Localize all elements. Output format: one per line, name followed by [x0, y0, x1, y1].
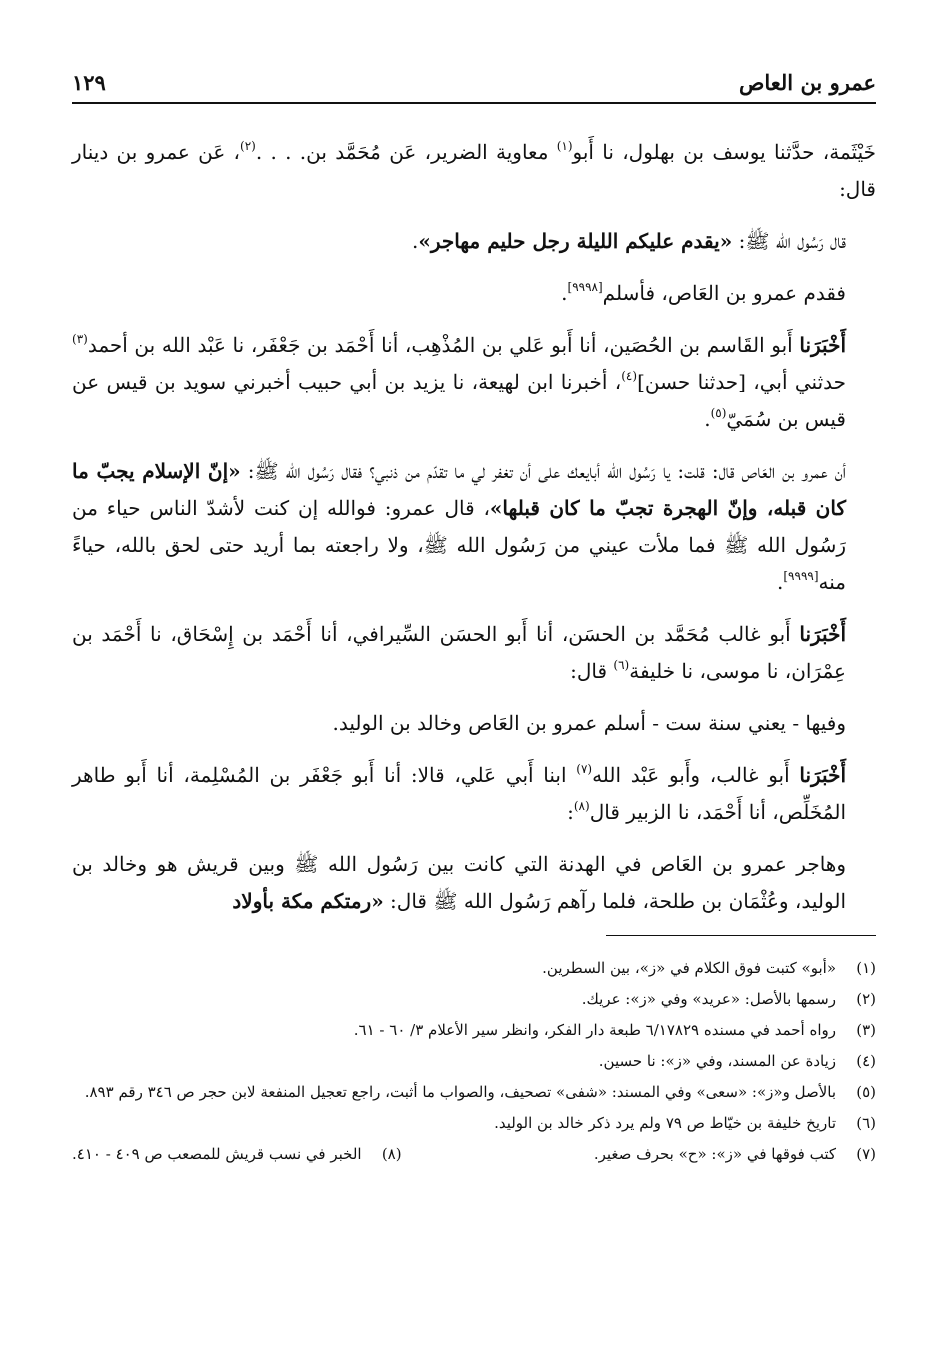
- footnote-ref-6: (٦): [613, 658, 630, 672]
- footnote-3: (٣) رواه أحمد في مسنده ٦/١٧٨٢٩ طبعة دار الفكر، وانظر سير الأعلام ٣/ ٦٠ - ٦١.: [353, 1021, 876, 1039]
- footnote-5: (٥) بالأصل و«ز»: «سعى» وفي المسند: «شفى» تصحيف، والصواب ما أثبت، راجع تعجيل المنفعة لابن حجر ص ٣٤٦ رقم ٨٩٣.: [84, 1083, 876, 1101]
- hadith-quote: «إنّ الإسلام يجبّ ما كان قبله، وإنّ الهجرة تجبّ ما كان قبلها»: [72, 459, 846, 520]
- footnote-1: (١) «أبو» كتبت فوق الكلام في «ز»، بين السطرين.: [542, 959, 876, 977]
- paragraph-3: فقدم عمرو بن العَاص، فأسلم[٩٩٩٨].: [561, 280, 846, 305]
- footnote-7: (٧) كتب فوقها في «ز»: «ح» بحرف صغير.: [593, 1145, 876, 1163]
- footnote-ref-3: (٣): [72, 332, 88, 346]
- book-page: [72, 62, 876, 1312]
- paragraph-7: وفيها - يعني سنة ست - أسلم عمرو بن العَاص وخالد بن الوليد.: [332, 711, 846, 735]
- paragraph-5: أن عمرو بن العَاص قال: قلت: يا رَسُول الله أبايعك على أن تغفر لي ما تقدّم من ذنبي؟ فقال رَسُول الله ﷺ: «إنّ الإسلام يجبّ ما كان قبله، وإنّ الهجرة تجبّ ما كان قبلها»، قال عمرو: فوالله إن كنت لأشدّ الناس حياء من رَسُول الله ﷺ فما ملأت عيني من رَسُول الله ﷺ، ولا راجعته بما أريد حتى لحق بالله، حياءً منه[٩٩٩٩].: [72, 459, 847, 594]
- footnote-ref-5: (٥): [710, 406, 727, 420]
- footnote-separator: [606, 935, 876, 936]
- paragraph-1: خَيْثَمة، حدَّثنا يوسف بن بهلول، نا أَبو$^{(١)}$ معاوية الضرير، عَن مُحَمَّد بن. . . .$^{(٢)}$، عَن عمرو بن دينار قال:: [72, 139, 876, 201]
- footnote-row-7-8: [72, 1140, 876, 1169]
- paragraph-2: قال رَسُول الله ﷺ: «يقدم عليكم الليلة رجل حليم مهاجر».: [411, 229, 846, 253]
- footnote-2: (٢) رسمها بالأصل: «عريد» وفي «ز»: عريك.: [581, 990, 876, 1008]
- isnad-lead: أَخْبَرَنا: [799, 763, 847, 787]
- footnote-ref-8: (٨): [573, 799, 590, 813]
- hadith-number: [٩٩٩٨]: [567, 280, 603, 294]
- footnote-4: (٤) زيادة عن المسند، وفي «ز»: نا حسين.: [598, 1052, 876, 1070]
- paragraph-6: أَخْبَرَنا أَبو غالب مُحَمَّد بن الحسَن، أنا أَبو الحسَن السِّيرافي، أنا أَحْمَد بن إِسْحَاق، نا أَحْمَد بن عِمْرَان، نا موسى، نا خليفة$^{(٦)}$ قال:: [72, 622, 846, 683]
- footnote-ref-2: (٢): [240, 139, 256, 153]
- main-text: [72, 134, 876, 920]
- hadith-number: [٩٩٩٩]: [783, 569, 819, 583]
- footnote-8: (٨) الخبر في نسب قريش للمصعب ص ٤٠٩ - ٤١٠.: [72, 1145, 402, 1163]
- paragraph-8: أَخْبَرَنا أَبو غالب، وأَبو عَبْد الله$^{(٧)}$ ابنا أَبي عَلي، قالا: أنا أَبو جَعْفَر بن المُسْلِمة، أنا أَبو طاهر المُخَلِّص، أنا أَحْمَد، نا الزبير قال$^{(٨)}$:: [72, 762, 847, 824]
- isnad-lead: أَخْبَرَنا: [799, 333, 846, 357]
- footnote-ref-1: (١): [556, 139, 573, 153]
- hadith-quote: «يقدم عليكم الليلة رجل حليم مهاجر»: [418, 229, 733, 253]
- footnotes: [72, 954, 876, 1169]
- paragraph-4: أَخْبَرَنا أَبو القَاسم بن الحُصَين، أنا أَبو عَلي بن المُذْهِب، أنا أَحْمَد بن جَعْفَر، نا عَبْد الله بن أحمد$^{(٣)}$ حدثني أبي، [حدثنا حسن]$^{(٤)}$، أخبرنا ابن لهيعة، نا يزيد بن أبي حبيب أخبرني سويد بن قيس عن قيس بن سُمَيّ$^{(٥)}$.: [72, 332, 847, 431]
- hadith-quote: «رمتكم مكة بأولاد: [232, 889, 384, 913]
- chapter-title: عمرو بن العاص: [738, 70, 876, 95]
- isnad-lead: أَخْبَرَنا: [799, 622, 846, 646]
- page-number: ١٢٩: [72, 70, 106, 95]
- footnote-6: (٦) تاريخ خليفة بن خيّاط ص ٧٩ ولم يرد ذكر خالد بن الوليد.: [494, 1114, 876, 1132]
- footnote-ref-7: (٧): [576, 762, 593, 776]
- paragraph-9: وهاجر عمرو بن العَاص في الهدنة التي كانت بين رَسُول الله ﷺ وبين قريش هو وخالد بن الوليد، وعُثْمَان بن طلحة، فلما رآهم رَسُول الله ﷺ قال: «رمتكم مكة بأولاد: [72, 852, 846, 913]
- footnote-ref-4: (٤): [621, 369, 638, 383]
- running-head: [72, 62, 876, 104]
